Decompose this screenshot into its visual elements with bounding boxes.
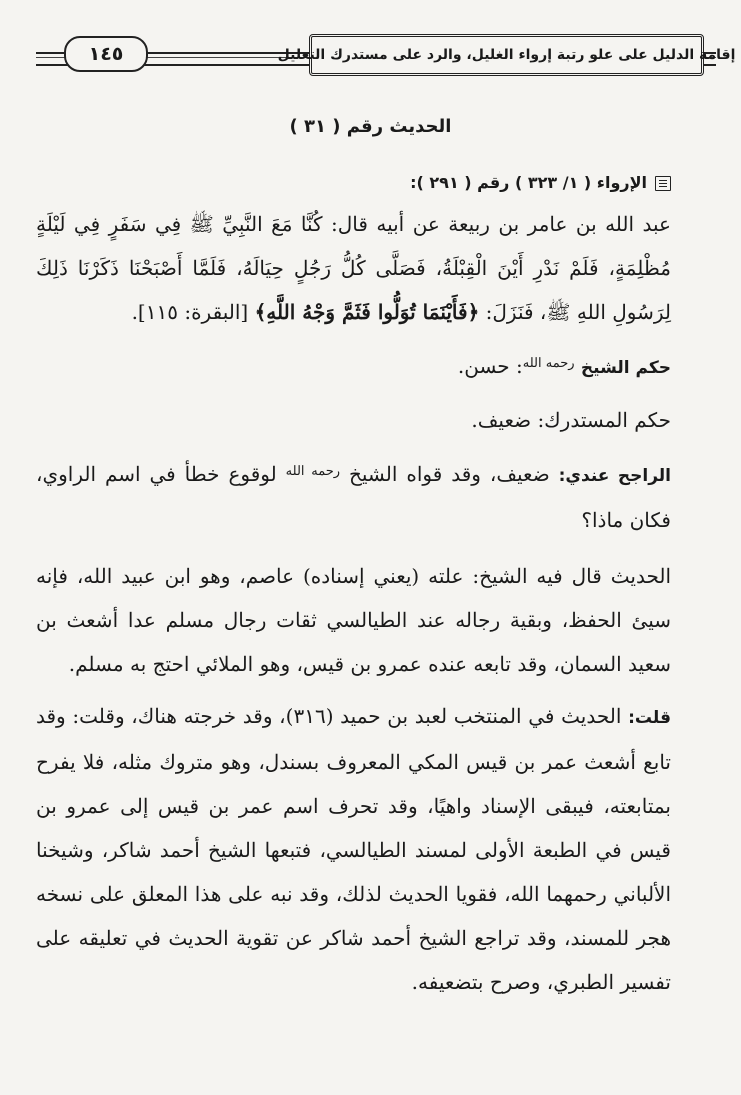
quran-verse: ﴿فَأَيْنَمَا تُوَلُّوا فَثَمَّ وَجْهُ اللَّهِ﴾ (254, 300, 480, 324)
preferred-ruling-label: الراجح عندي: (558, 466, 671, 486)
preferred-ruling (36, 450, 671, 542)
running-title: إقامة الدليل على علو رتبة إرواء الغليل، والرد على مستدرك التعليل (309, 34, 704, 76)
preferred-honorific: رحمه الله (285, 464, 341, 479)
page-number: ١٤٥ (64, 36, 148, 72)
sheikh-ruling (36, 342, 671, 390)
author-note-label: قلت: (628, 708, 671, 728)
mustadrik-ruling: حكم المستدرك: ضعيف. (471, 408, 671, 432)
verse-reference: [البقرة: ١١٥]. (131, 300, 249, 324)
source-label: الإرواء ( ١/ ٣٢٣ ) رقم ( ٢٩١ ): (410, 173, 647, 192)
source-reference (36, 168, 671, 198)
sheikh-honorific: رحمه الله (522, 356, 575, 371)
preferred-ruling-text-1: ضعيف، وقد قواه الشيخ (348, 462, 550, 486)
hadith-heading: الحديث رقم ( ٣١ ) (289, 116, 452, 137)
page-header (36, 32, 736, 84)
sheikh-ruling-value: : حسن. (457, 354, 523, 378)
sheikh-ruling-label: حكم الشيخ (580, 358, 671, 378)
preferred-ruling-text-2: لوقوع خطأ في اسم الراوي، فكان ماذا؟ (36, 462, 671, 532)
commentary-paragraph-1: الحديث قال فيه الشيخ: علته (يعني إسناده) عاصم، وهو ابن عبيد الله، فإنه سيئ الحفظ، وبقية رجاله عند الطيالسي ثقات رجال مسلم عدا أشعث بن سعيد السمان، وقد تابعه عنده عمرو بن قيس، وهو الملائي احتج به مسلم. (36, 564, 671, 676)
page-body (36, 168, 671, 1004)
hadith-narration: عبد الله بن عامر بن ربيعة عن أبيه قال: كُنَّا مَعَ النَّبِيِّ ﷺ فِي سَفَرٍ فِي لَيْلَةٍ مُظْلِمَةٍ، فَلَمْ نَدْرِ أَيْنَ الْقِبْلَةُ، فَصَلَّى كُلُّ رَجُلٍ حِيَالَهُ، فَلَمَّا أَصْبَحْنَا ذَكَرْنَا ذَلِكَ لِرَسُولِ اللهِ ﷺ، فَنَزَلَ: (36, 212, 671, 324)
hadith-text (36, 202, 671, 334)
author-note-text: الحديث في المنتخب لعبد بن حميد (٣١٦)، وقد خرجته هناك، وقلت: وقد تابع أشعث عمر بن قيس المكي المعروف بسندل، وهو متروك مثله، فلا يفرح بمتابعته، فيبقى الإسناد واهيًا، وقد تحرف اسم عمر بن قيس إلى عمرو بن قيس في الطبعة الأولى لمسند الطيالسي، فتبعها الشيخ أحمد شاكر، وشيخنا الألباني رحمهما الله، فقويا الحديث لذلك، وقد نبه على هذا المعلق على نسخه هجر للمسند، وقد تراجع الشيخ أحمد شاكر عن تقوية الحديث في تعليقه على تفسير الطبري، وصرح بتضعيفه. (36, 704, 671, 994)
commentary-paragraph-2 (36, 694, 671, 1004)
book-icon (655, 176, 671, 191)
